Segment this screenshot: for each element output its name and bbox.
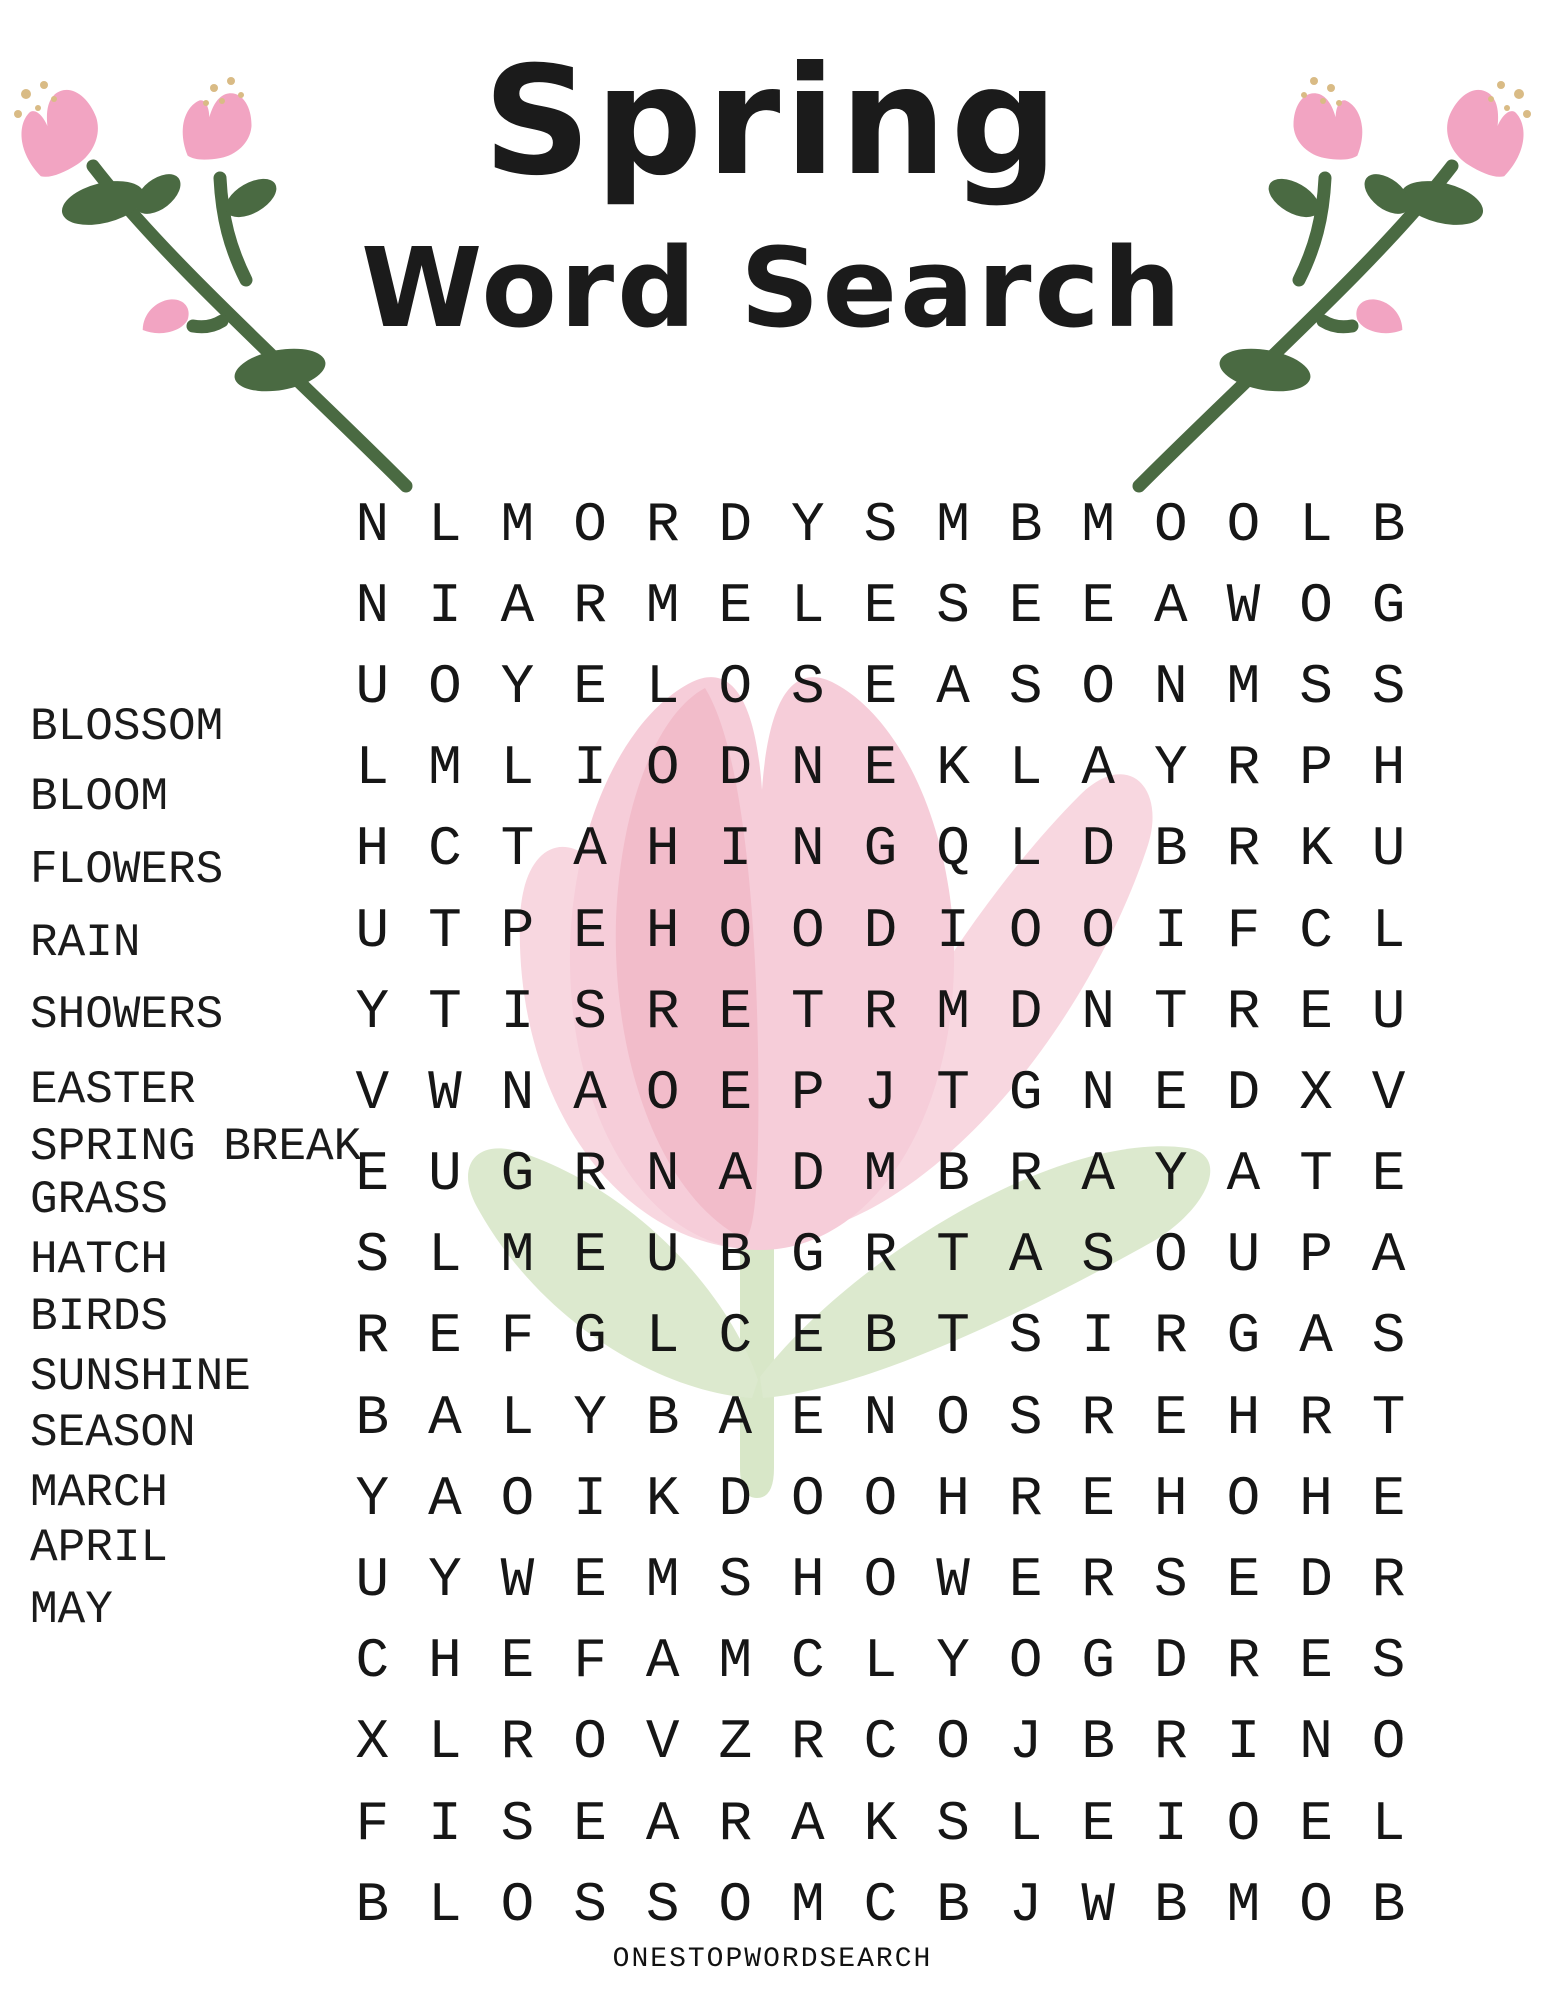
grid-letter: E xyxy=(573,1548,607,1613)
grid-letter: O xyxy=(500,1466,535,1531)
grid-letter: E xyxy=(428,1304,462,1369)
grid-letter: O xyxy=(936,1710,970,1775)
grid-letter: G xyxy=(1226,1304,1261,1369)
grid-letter: V xyxy=(645,1710,680,1775)
grid-letter: H xyxy=(936,1466,970,1531)
grid-letter: E xyxy=(1299,1629,1333,1694)
grid-letter: R xyxy=(1299,1385,1333,1450)
grid-letter: H xyxy=(1299,1466,1333,1531)
grid-letter: M xyxy=(936,492,970,557)
grid-letter: E xyxy=(1371,1142,1406,1207)
grid-letter: G xyxy=(1008,1060,1043,1125)
grid-letter: O xyxy=(863,1466,898,1531)
grid-letter: A xyxy=(1081,736,1116,801)
grid-letter: M xyxy=(791,1872,825,1937)
grid-letter: N xyxy=(1081,979,1116,1044)
grid-letter: A xyxy=(645,1629,680,1694)
grid-letter: Y xyxy=(573,1385,607,1450)
grid-letter: W xyxy=(1081,1872,1116,1937)
grid-letter: G xyxy=(573,1304,607,1369)
grid-letter: D xyxy=(1008,979,1043,1044)
grid-letter: R xyxy=(355,1304,390,1369)
grid-letter: E xyxy=(573,898,607,963)
grid-letter: A xyxy=(428,1466,462,1531)
grid-letter: C xyxy=(863,1710,898,1775)
grid-letter: L xyxy=(645,1304,680,1369)
grid-letter: E xyxy=(863,573,898,638)
grid-letter: I xyxy=(936,898,970,963)
grid-letter: S xyxy=(500,1791,535,1856)
grid-letter: Y xyxy=(500,654,535,719)
grid-letter: U xyxy=(1371,817,1406,882)
grid-letter: L xyxy=(500,736,535,801)
grid-letter: S xyxy=(718,1548,753,1613)
grid-letter: E xyxy=(1154,1385,1188,1450)
grid-letter: U xyxy=(355,898,390,963)
grid-letter: E xyxy=(791,1304,825,1369)
grid-letter: L xyxy=(863,1629,898,1694)
grid-letter: H xyxy=(1371,736,1406,801)
grid-letter: C xyxy=(355,1629,390,1694)
grid-letter: D xyxy=(718,1466,753,1531)
grid-letter: S xyxy=(573,1872,607,1937)
grid-letter: B xyxy=(863,1304,898,1369)
grid-letter: E xyxy=(718,573,753,638)
grid-letter: X xyxy=(1299,1060,1333,1125)
grid-letter: F xyxy=(500,1304,535,1369)
grid-letter: E xyxy=(863,654,898,719)
word-list-item: MARCH xyxy=(30,1467,169,1519)
grid-letter: O xyxy=(1008,898,1043,963)
grid-letter: A xyxy=(718,1142,753,1207)
grid-letter: R xyxy=(863,979,898,1044)
grid-letter: P xyxy=(791,1060,825,1125)
grid-letter: A xyxy=(645,1791,680,1856)
grid-letter: A xyxy=(1154,573,1188,638)
grid-letter: H xyxy=(1154,1466,1188,1531)
grid-letter: N xyxy=(1154,654,1188,719)
grid-letter: W xyxy=(936,1548,970,1613)
grid-letter: K xyxy=(645,1466,680,1531)
grid-letter: C xyxy=(1299,898,1333,963)
grid-letter: G xyxy=(1081,1629,1116,1694)
grid-letter: E xyxy=(1081,1466,1116,1531)
grid-letter: S xyxy=(573,979,607,1044)
word-list-item: FLOWERS xyxy=(30,844,224,896)
grid-letter: A xyxy=(1081,1142,1116,1207)
grid-letter: R xyxy=(645,979,680,1044)
grid-letter: S xyxy=(1008,654,1043,719)
grid-letter: F xyxy=(1226,898,1261,963)
grid-letter: S xyxy=(1371,654,1406,719)
grid-letter: I xyxy=(573,736,607,801)
grid-letter: A xyxy=(1299,1304,1333,1369)
grid-letter: E xyxy=(1154,1060,1188,1125)
grid-letter: O xyxy=(573,492,607,557)
grid-letter: K xyxy=(936,736,970,801)
grid-letter: K xyxy=(1299,817,1333,882)
grid-letter: Y xyxy=(1154,736,1188,801)
grid-letter: E xyxy=(500,1629,535,1694)
grid-letter: A xyxy=(573,1060,607,1125)
grid-letter: C xyxy=(791,1629,825,1694)
grid-letter: O xyxy=(718,654,753,719)
word-list-item: EASTER xyxy=(30,1064,196,1116)
grid-letter: R xyxy=(573,573,607,638)
grid-letter: S xyxy=(645,1872,680,1937)
grid-letter: R xyxy=(500,1710,535,1775)
grid-letter: I xyxy=(500,979,535,1044)
grid-letter: M xyxy=(1081,492,1116,557)
grid-letter: D xyxy=(1154,1629,1188,1694)
grid-letter: L xyxy=(428,1223,462,1288)
grid-letter: B xyxy=(1008,492,1043,557)
grid-letter: I xyxy=(1226,1710,1261,1775)
grid-letter: X xyxy=(355,1710,390,1775)
grid-letter: B xyxy=(645,1385,680,1450)
grid-letter: H xyxy=(791,1548,825,1613)
grid-letter: Y xyxy=(428,1548,462,1613)
grid-letter: U xyxy=(1226,1223,1261,1288)
grid-letter: S xyxy=(863,492,898,557)
grid-letter: D xyxy=(718,492,753,557)
grid-letter: O xyxy=(1299,1872,1333,1937)
grid-letter: E xyxy=(573,1223,607,1288)
grid-letter: O xyxy=(1081,898,1116,963)
grid-letter: S xyxy=(1008,1385,1043,1450)
grid-letter: F xyxy=(573,1629,607,1694)
grid-letter: O xyxy=(500,1872,535,1937)
grid-letter: B xyxy=(936,1872,970,1937)
grid-letter: L xyxy=(1371,898,1406,963)
grid-letter: B xyxy=(355,1385,390,1450)
grid-letter: S xyxy=(936,1791,970,1856)
grid-letter: E xyxy=(573,1791,607,1856)
grid-letter: R xyxy=(1008,1466,1043,1531)
grid-letter: W xyxy=(500,1548,535,1613)
grid-letter: A xyxy=(1226,1142,1261,1207)
grid-letter: F xyxy=(355,1791,390,1856)
grid-letter: T xyxy=(428,898,462,963)
grid-letter: E xyxy=(1008,573,1043,638)
grid-letter: O xyxy=(573,1710,607,1775)
page-title: Spring xyxy=(483,35,1062,209)
grid-letter: T xyxy=(936,1060,970,1125)
grid-letter: N xyxy=(1299,1710,1333,1775)
grid-letter: T xyxy=(791,979,825,1044)
grid-letter: Y xyxy=(1154,1142,1188,1207)
grid-letter: M xyxy=(1226,1872,1261,1937)
grid-letter: A xyxy=(1371,1223,1406,1288)
grid-letter: I xyxy=(1154,1791,1188,1856)
grid-letter: U xyxy=(355,654,390,719)
grid-letter: Y xyxy=(791,492,825,557)
grid-letter: H xyxy=(645,898,680,963)
grid-letter: P xyxy=(1299,1223,1333,1288)
grid-letter: P xyxy=(1299,736,1333,801)
grid-letter: G xyxy=(863,817,898,882)
grid-letter: O xyxy=(936,1385,970,1450)
word-list-item: MAY xyxy=(30,1584,113,1636)
grid-letter: T xyxy=(1299,1142,1333,1207)
grid-letter: H xyxy=(355,817,390,882)
grid-letter: P xyxy=(500,898,535,963)
grid-letter: O xyxy=(1226,492,1261,557)
grid-letter: A xyxy=(718,1385,753,1450)
grid-letter: D xyxy=(718,736,753,801)
letter-grid xyxy=(336,484,1425,1945)
grid-letter: N xyxy=(791,817,825,882)
grid-letter: S xyxy=(936,573,970,638)
grid-letter: N xyxy=(355,492,390,557)
grid-letter: T xyxy=(428,979,462,1044)
grid-letter: L xyxy=(500,1385,535,1450)
grid-letter: A xyxy=(1008,1223,1043,1288)
grid-letter: C xyxy=(718,1304,753,1369)
grid-letter: O xyxy=(1299,573,1333,638)
grid-letter: R xyxy=(1154,1710,1188,1775)
grid-letter: I xyxy=(1081,1304,1116,1369)
grid-letter: E xyxy=(355,1142,390,1207)
grid-letter: O xyxy=(428,654,462,719)
grid-letter: N xyxy=(645,1142,680,1207)
grid-letter: D xyxy=(1226,1060,1261,1125)
grid-letter: D xyxy=(863,898,898,963)
grid-letter: A xyxy=(500,573,535,638)
word-list-item: SPRING BREAK xyxy=(30,1121,362,1173)
grid-letter: M xyxy=(645,573,680,638)
grid-letter: I xyxy=(428,573,462,638)
grid-letter: U xyxy=(1371,979,1406,1044)
grid-letter: Y xyxy=(936,1629,970,1694)
grid-letter: R xyxy=(1226,979,1261,1044)
grid-letter: J xyxy=(1008,1710,1043,1775)
grid-letter: J xyxy=(1008,1872,1043,1937)
grid-letter: I xyxy=(718,817,753,882)
grid-letter: K xyxy=(863,1791,898,1856)
grid-letter: H xyxy=(645,817,680,882)
grid-letter: L xyxy=(1371,1791,1406,1856)
grid-letter: S xyxy=(1371,1304,1406,1369)
grid-letter: L xyxy=(428,1872,462,1937)
grid-letter: B xyxy=(1154,817,1188,882)
grid-letter: G xyxy=(1371,573,1406,638)
grid-letter: D xyxy=(1081,817,1116,882)
grid-letter: T xyxy=(936,1223,970,1288)
grid-letter: T xyxy=(1154,979,1188,1044)
grid-letter: N xyxy=(1081,1060,1116,1125)
grid-letter: G xyxy=(791,1223,825,1288)
grid-letter: O xyxy=(791,898,825,963)
grid-letter: E xyxy=(1371,1466,1406,1531)
grid-letter: A xyxy=(791,1791,825,1856)
grid-letter: N xyxy=(500,1060,535,1125)
word-list-item: APRIL xyxy=(30,1522,169,1574)
grid-letter: B xyxy=(355,1872,390,1937)
grid-letter: E xyxy=(791,1385,825,1450)
grid-letter: S xyxy=(1081,1223,1116,1288)
grid-letter: S xyxy=(1154,1548,1188,1613)
grid-letter: O xyxy=(718,898,753,963)
grid-letter: O xyxy=(791,1466,825,1531)
grid-letter: M xyxy=(500,492,535,557)
word-list-item: BIRDS xyxy=(30,1291,169,1343)
grid-letter: R xyxy=(573,1142,607,1207)
grid-letter: I xyxy=(573,1466,607,1531)
grid-letter: Y xyxy=(355,979,390,1044)
grid-letter: U xyxy=(428,1142,462,1207)
grid-letter: R xyxy=(791,1710,825,1775)
grid-letter: E xyxy=(718,1060,753,1125)
grid-letter: C xyxy=(428,817,462,882)
grid-letter: T xyxy=(1371,1385,1406,1450)
grid-letter: M xyxy=(863,1142,898,1207)
grid-letter: O xyxy=(645,736,680,801)
grid-letter: V xyxy=(1371,1060,1406,1125)
grid-letter: U xyxy=(645,1223,680,1288)
grid-letter: B xyxy=(718,1223,753,1288)
grid-letter: E xyxy=(1008,1548,1043,1613)
grid-letter: O xyxy=(863,1548,898,1613)
word-list-item: SHOWERS xyxy=(30,989,224,1041)
grid-letter: J xyxy=(863,1060,898,1125)
grid-letter: T xyxy=(500,817,535,882)
grid-letter: R xyxy=(1226,1629,1261,1694)
grid-letter: E xyxy=(863,736,898,801)
grid-letter: S xyxy=(1008,1304,1043,1369)
grid-letter: I xyxy=(1154,898,1188,963)
word-list-item: RAIN xyxy=(30,917,141,969)
grid-letter: L xyxy=(355,736,390,801)
grid-letter: B xyxy=(1371,1872,1406,1937)
grid-letter: D xyxy=(791,1142,825,1207)
grid-letter: S xyxy=(1371,1629,1406,1694)
grid-letter: R xyxy=(718,1791,753,1856)
grid-letter: L xyxy=(428,1710,462,1775)
grid-letter: O xyxy=(718,1872,753,1937)
grid-letter: R xyxy=(1154,1304,1188,1369)
grid-letter: A xyxy=(573,817,607,882)
word-list-item: BLOSSOM xyxy=(30,701,224,753)
grid-letter: M xyxy=(428,736,462,801)
grid-letter: Y xyxy=(355,1466,390,1531)
grid-letter: O xyxy=(1154,492,1188,557)
grid-letter: O xyxy=(645,1060,680,1125)
word-list-item: SUNSHINE xyxy=(30,1351,251,1403)
word-list-item: GRASS xyxy=(30,1174,169,1226)
grid-letter: L xyxy=(1299,492,1333,557)
grid-letter: Z xyxy=(718,1710,753,1775)
grid-letter: B xyxy=(936,1142,970,1207)
grid-letter: E xyxy=(1299,979,1333,1044)
grid-letter: O xyxy=(1154,1223,1188,1288)
grid-letter: E xyxy=(718,979,753,1044)
grid-letter: L xyxy=(791,573,825,638)
grid-letter: N xyxy=(355,573,390,638)
grid-letter: L xyxy=(1008,1791,1043,1856)
grid-letter: R xyxy=(1371,1548,1406,1613)
word-list-item: SEASON xyxy=(30,1407,196,1459)
grid-letter: L xyxy=(1008,817,1043,882)
grid-letter: A xyxy=(428,1385,462,1450)
grid-letter: N xyxy=(791,736,825,801)
grid-letter: M xyxy=(936,979,970,1044)
grid-letter: H xyxy=(428,1629,462,1694)
grid-letter: E xyxy=(573,654,607,719)
grid-letter: S xyxy=(791,654,825,719)
grid-letter: W xyxy=(1226,573,1261,638)
grid-letter: R xyxy=(1226,817,1261,882)
grid-letter: S xyxy=(355,1223,390,1288)
grid-letter: D xyxy=(1299,1548,1333,1613)
page-subtitle: Word Search xyxy=(360,224,1185,352)
grid-letter: G xyxy=(500,1142,535,1207)
grid-letter: W xyxy=(428,1060,462,1125)
grid-letter: Q xyxy=(936,817,970,882)
grid-letter: U xyxy=(355,1548,390,1613)
grid-letter: O xyxy=(1226,1791,1261,1856)
grid-letter: A xyxy=(936,654,970,719)
word-list-item: BLOOM xyxy=(30,771,169,823)
grid-letter: O xyxy=(1226,1466,1261,1531)
grid-letter: R xyxy=(863,1223,898,1288)
grid-letter: B xyxy=(1371,492,1406,557)
grid-letter: I xyxy=(428,1791,462,1856)
grid-letter: V xyxy=(355,1060,390,1125)
grid-letter: C xyxy=(863,1872,898,1937)
word-list-item: HATCH xyxy=(30,1234,169,1286)
grid-letter: R xyxy=(1226,736,1261,801)
grid-letter: O xyxy=(1008,1629,1043,1694)
grid-letter: R xyxy=(1081,1385,1116,1450)
grid-letter: H xyxy=(1226,1385,1261,1450)
grid-letter: O xyxy=(1371,1710,1406,1775)
grid-letter: E xyxy=(1081,573,1116,638)
grid-letter: E xyxy=(1226,1548,1261,1613)
grid-letter: L xyxy=(428,492,462,557)
grid-letter: R xyxy=(1008,1142,1043,1207)
grid-letter: M xyxy=(645,1548,680,1613)
grid-letter: N xyxy=(863,1385,898,1450)
grid-letter: R xyxy=(645,492,680,557)
grid-letter: M xyxy=(1226,654,1261,719)
grid-letter: L xyxy=(1008,736,1043,801)
grid-letter: E xyxy=(1299,1791,1333,1856)
grid-letter: L xyxy=(645,654,680,719)
footer-credit: ONESTOPWORDSEARCH xyxy=(612,1944,933,1975)
grid-letter: E xyxy=(1081,1791,1116,1856)
grid-letter: O xyxy=(1081,654,1116,719)
grid-letter: S xyxy=(1299,654,1333,719)
grid-letter: M xyxy=(500,1223,535,1288)
grid-letter: T xyxy=(936,1304,970,1369)
grid-letter: B xyxy=(1081,1710,1116,1775)
grid-letter: M xyxy=(718,1629,753,1694)
grid-letter: B xyxy=(1154,1872,1188,1937)
grid-letter: R xyxy=(1081,1548,1116,1613)
